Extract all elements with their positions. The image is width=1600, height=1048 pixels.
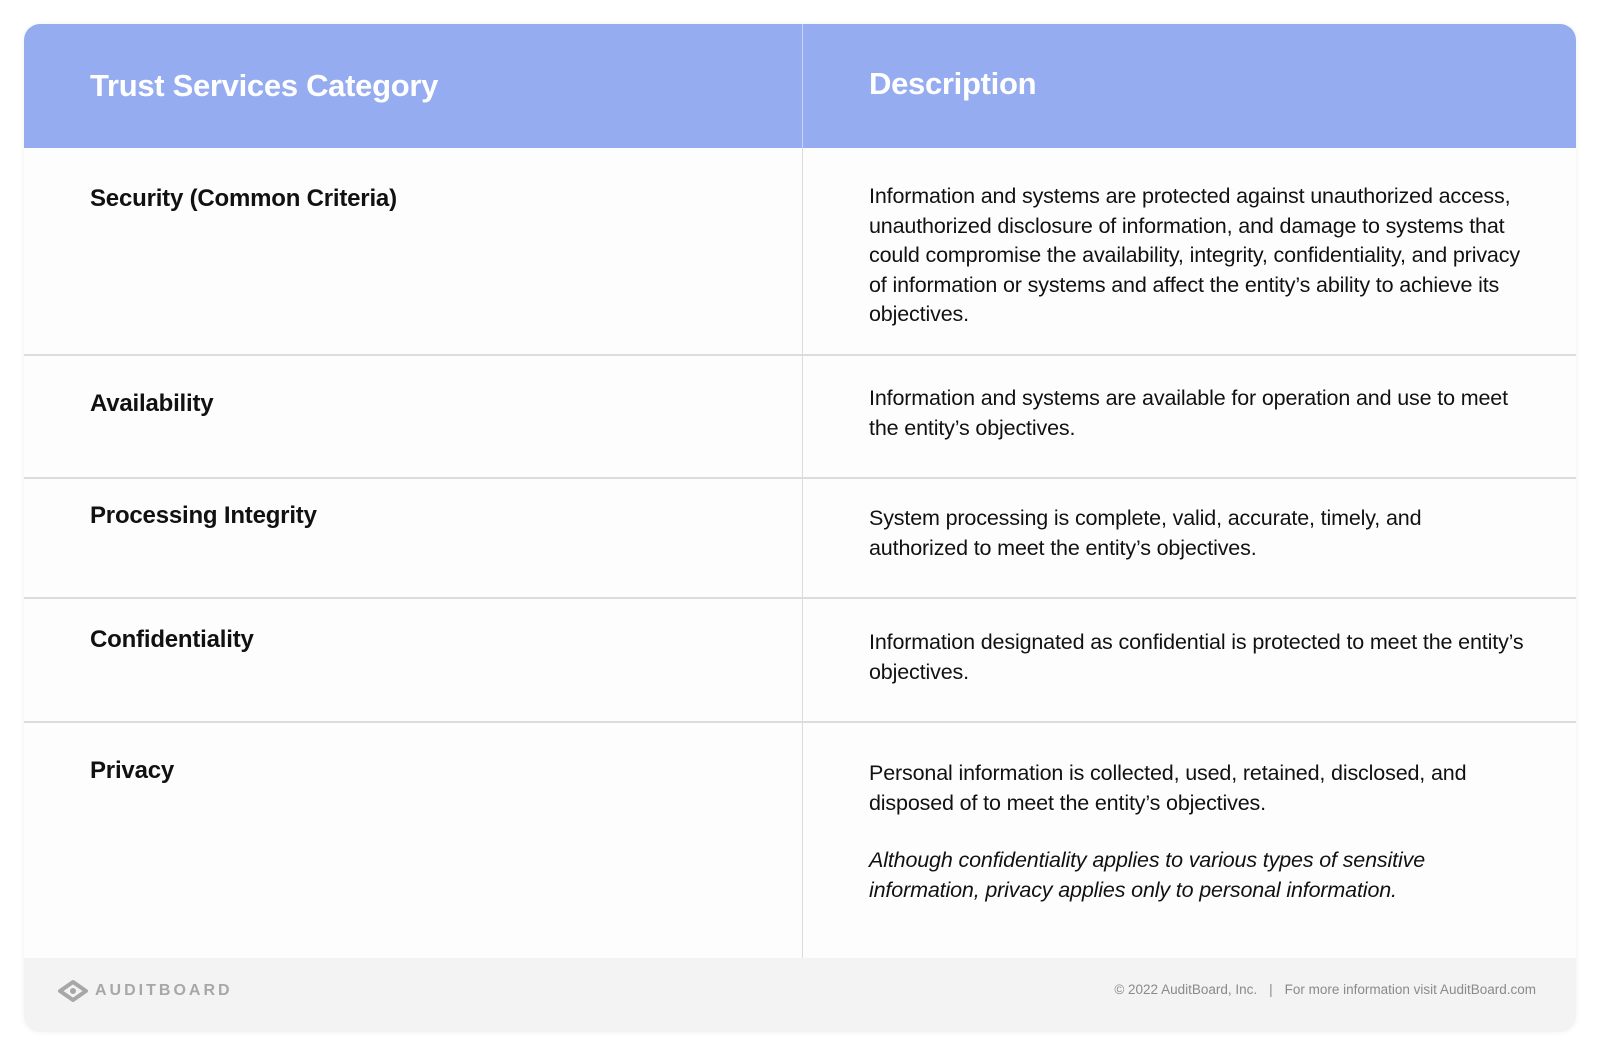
copyright-text: © 2022 AuditBoard, Inc. [1114, 982, 1258, 997]
privacy-note: Although confidentiality applies to various types of sensitive information, privacy applies only to personal information. [869, 848, 1425, 902]
table-row [24, 599, 1576, 723]
category-privacy: Privacy [24, 723, 803, 958]
description-processing-integrity: System processing is complete, valid, accurate, timely, and authorized to meet the entity’s objectives. [869, 506, 1422, 560]
category-security: Security (Common Criteria) [24, 148, 803, 354]
table-row [24, 479, 1576, 599]
description-privacy-cell [803, 723, 1576, 958]
description-availability: Information and systems are available for operation and use to meet the entity’s objectives. [869, 386, 1508, 440]
header-category: Trust Services Category [24, 24, 803, 148]
table-row [24, 723, 1576, 958]
more-info-link[interactable]: For more information visit AuditBoard.com [1284, 982, 1536, 997]
description-security: Information and systems are protected against unauthorized access, unauthorized disclosure of information, and damage to systems that could compromise the availability, integrity, confidentiality, and privacy of information or systems and affect the entity’s ability to achieve its objectives. [869, 184, 1520, 326]
description-privacy: Personal information is collected, used, retained, disclosed, and disposed of to meet the entity’s objectives. [869, 761, 1467, 815]
table-row [24, 356, 1576, 479]
table-row [24, 148, 1576, 356]
auditboard-logo [57, 978, 233, 1004]
category-availability: Availability [24, 356, 803, 477]
description-confidentiality: Information designated as confidential is protected to meet the entity’s objectives. [869, 630, 1524, 684]
trust-services-table-card [24, 24, 1576, 1032]
logo-text: AUDITBOARD [95, 982, 233, 999]
auditboard-logo-icon [57, 978, 89, 1004]
footer-meta [1114, 982, 1536, 997]
category-confidentiality: Confidentiality [24, 599, 803, 721]
header-description: Description [869, 66, 1037, 101]
footer-separator: | [1269, 982, 1273, 997]
table-header [24, 24, 1576, 148]
category-processing-integrity: Processing Integrity [24, 479, 803, 597]
footer [24, 958, 1576, 1032]
